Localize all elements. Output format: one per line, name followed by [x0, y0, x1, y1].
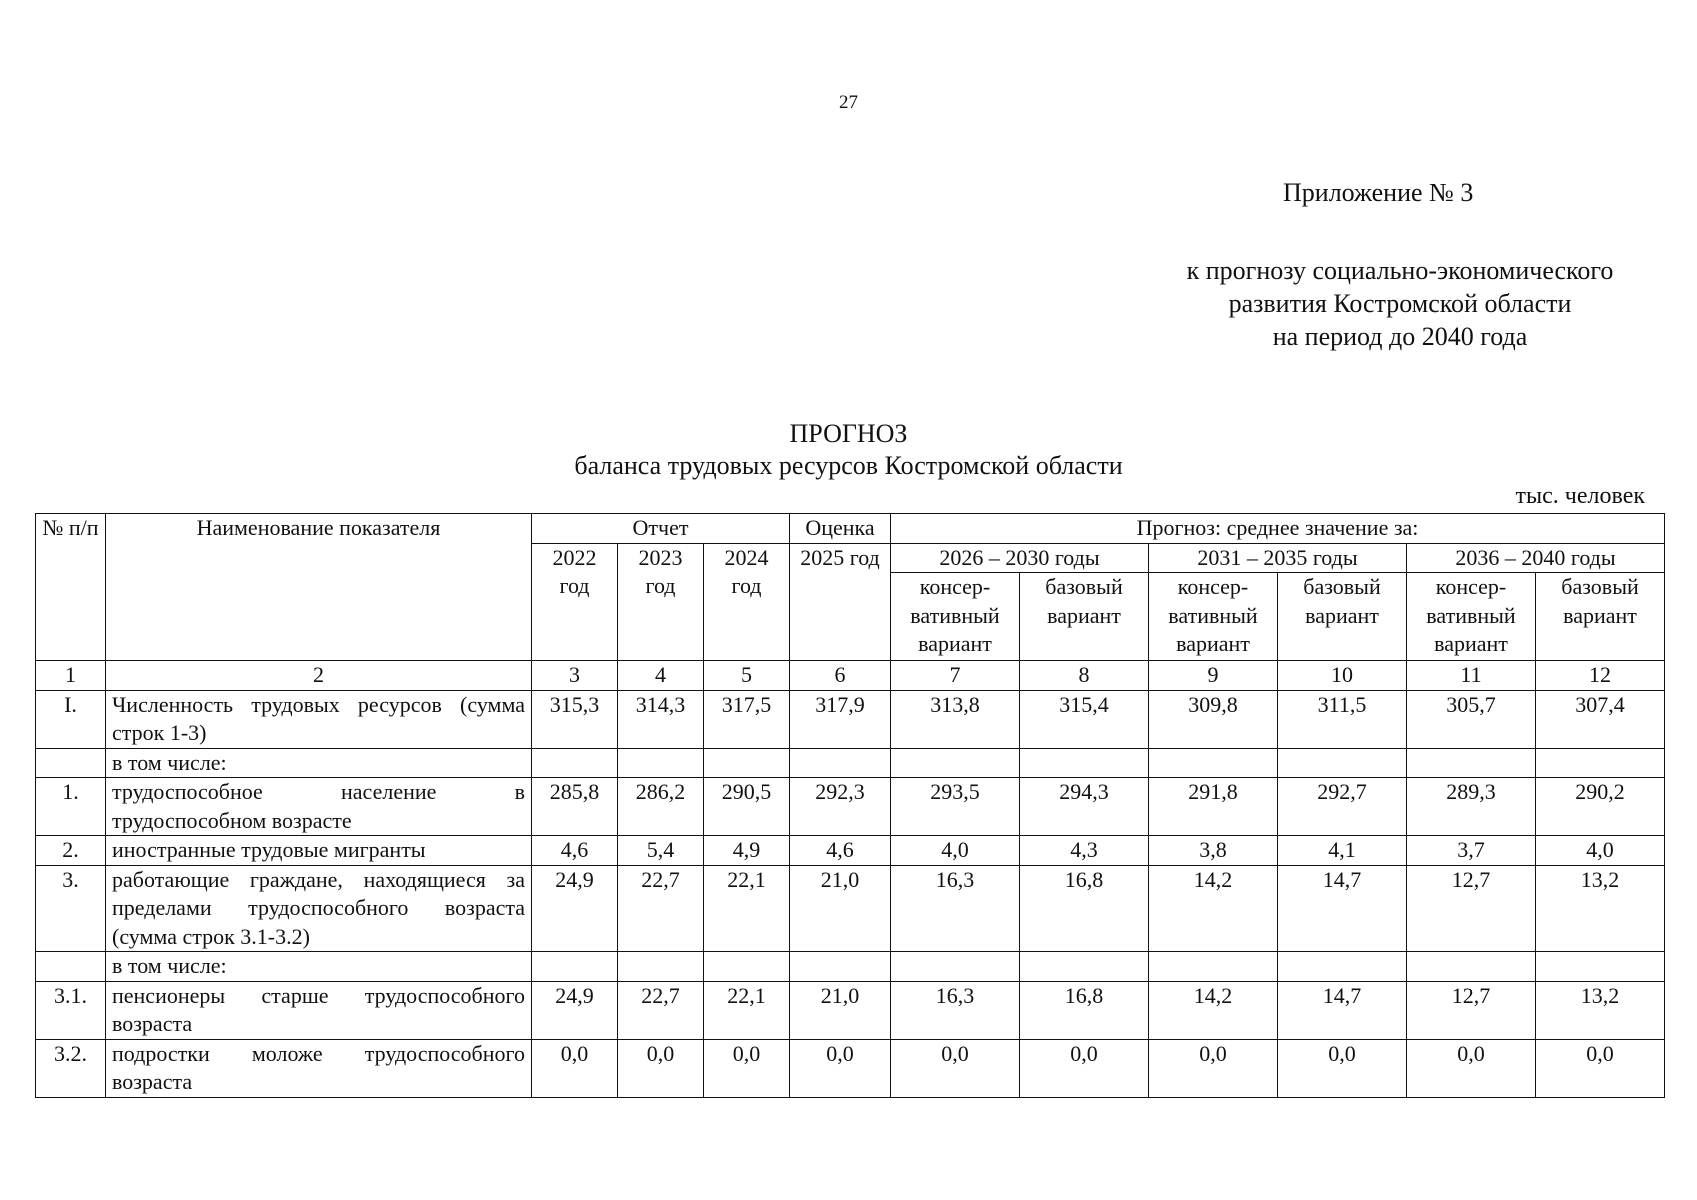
header-base-variant: базовый вариант	[1020, 573, 1149, 661]
table-row	[36, 952, 1665, 982]
value-cell: 313,8	[891, 690, 1020, 748]
row-indicator: работающие граждане, находящиеся за пределами трудоспособного возраста (сумма строк 3.1-3.2)	[106, 865, 532, 952]
value-cell: 0,0	[1149, 1039, 1278, 1097]
header-year-2025: 2025 год	[790, 543, 891, 661]
column-number: 6	[790, 661, 891, 691]
value-cell	[891, 748, 1020, 778]
appendix-line-2: развития Костромской области	[1228, 289, 1572, 318]
value-cell	[618, 748, 704, 778]
row-number: 1.	[36, 778, 106, 836]
value-cell: 16,3	[891, 981, 1020, 1039]
column-number: 7	[891, 661, 1020, 691]
document-title	[0, 418, 1697, 482]
value-cell: 4,1	[1278, 836, 1407, 866]
value-cell: 4,3	[1020, 836, 1149, 866]
table-row	[36, 778, 1665, 836]
value-cell: 290,5	[704, 778, 790, 836]
value-cell	[1278, 952, 1407, 982]
value-cell	[1020, 952, 1149, 982]
header-report: Отчет	[532, 514, 790, 544]
value-cell: 0,0	[618, 1039, 704, 1097]
value-cell: 14,2	[1149, 865, 1278, 952]
column-number: 8	[1020, 661, 1149, 691]
value-cell: 0,0	[1536, 1039, 1665, 1097]
value-cell: 307,4	[1536, 690, 1665, 748]
header-year-2024: 2024 год	[704, 543, 790, 661]
labor-balance-table	[35, 513, 1665, 1098]
value-cell: 21,0	[790, 865, 891, 952]
value-cell: 14,7	[1278, 865, 1407, 952]
row-indicator: в том числе:	[106, 748, 532, 778]
header-base-variant: базовый вариант	[1278, 573, 1407, 661]
value-cell: 22,7	[618, 865, 704, 952]
column-number: 3	[532, 661, 618, 691]
header-conservative-variant: консер-вативный вариант	[1407, 573, 1536, 661]
value-cell	[1407, 952, 1536, 982]
value-cell: 311,5	[1278, 690, 1407, 748]
row-indicator: пенсионеры старше трудоспособного возраста	[106, 981, 532, 1039]
header-period-2031-2035: 2031 – 2035 годы	[1149, 543, 1407, 573]
value-cell: 4,0	[1536, 836, 1665, 866]
appendix-reference	[1150, 254, 1650, 353]
header-year-2022: 2022 год	[532, 543, 618, 661]
value-cell: 290,2	[1536, 778, 1665, 836]
table-row	[36, 981, 1665, 1039]
column-number: 2	[106, 661, 532, 691]
value-cell: 317,9	[790, 690, 891, 748]
header-estimate: Оценка	[790, 514, 891, 544]
row-number	[36, 748, 106, 778]
value-cell: 293,5	[891, 778, 1020, 836]
row-indicator: иностранные трудовые мигранты	[106, 836, 532, 866]
value-cell: 0,0	[704, 1039, 790, 1097]
column-number: 12	[1536, 661, 1665, 691]
column-number: 5	[704, 661, 790, 691]
value-cell: 16,8	[1020, 981, 1149, 1039]
column-number: 9	[1149, 661, 1278, 691]
row-indicator: в том числе:	[106, 952, 532, 982]
row-number: 3.	[36, 865, 106, 952]
appendix-line-3: на период до 2040 года	[1272, 322, 1528, 351]
column-number: 4	[618, 661, 704, 691]
value-cell: 14,7	[1278, 981, 1407, 1039]
row-indicator: трудоспособное население в трудоспособном возрасте	[106, 778, 532, 836]
column-number: 10	[1278, 661, 1407, 691]
value-cell: 3,7	[1407, 836, 1536, 866]
page-number: 27	[839, 92, 858, 113]
header-period-2036-2040: 2036 – 2040 годы	[1407, 543, 1665, 573]
row-number: I.	[36, 690, 106, 748]
value-cell: 305,7	[1407, 690, 1536, 748]
value-cell: 4,9	[704, 836, 790, 866]
row-indicator: подростки моложе трудоспособного возраста	[106, 1039, 532, 1097]
header-indicator-name: Наименование показателя	[106, 514, 532, 661]
header-period-2026-2030: 2026 – 2030 годы	[891, 543, 1149, 573]
value-cell	[1149, 952, 1278, 982]
value-cell	[790, 748, 891, 778]
value-cell: 13,2	[1536, 865, 1665, 952]
value-cell: 285,8	[532, 778, 618, 836]
value-cell: 289,3	[1407, 778, 1536, 836]
value-cell	[704, 748, 790, 778]
value-cell	[1278, 748, 1407, 778]
value-cell: 292,7	[1278, 778, 1407, 836]
value-cell: 0,0	[1020, 1039, 1149, 1097]
header-year-2023: 2023 год	[618, 543, 704, 661]
value-cell: 0,0	[532, 1039, 618, 1097]
appendix-line-1: к прогнозу социально-экономического	[1186, 256, 1614, 285]
value-cell: 16,3	[891, 865, 1020, 952]
value-cell: 314,3	[618, 690, 704, 748]
value-cell	[532, 748, 618, 778]
value-cell: 21,0	[790, 981, 891, 1039]
value-cell: 0,0	[1278, 1039, 1407, 1097]
table-row	[36, 836, 1665, 866]
value-cell: 309,8	[1149, 690, 1278, 748]
value-cell: 286,2	[618, 778, 704, 836]
value-cell	[1536, 748, 1665, 778]
row-number: 3.1.	[36, 981, 106, 1039]
value-cell: 4,6	[532, 836, 618, 866]
appendix-number: Приложение № 3	[1283, 178, 1474, 207]
value-cell: 0,0	[1407, 1039, 1536, 1097]
value-cell: 291,8	[1149, 778, 1278, 836]
table-row	[36, 690, 1665, 748]
column-number: 1	[36, 661, 106, 691]
value-cell	[1149, 748, 1278, 778]
header-forecast: Прогноз: среднее значение за:	[891, 514, 1665, 544]
value-cell	[790, 952, 891, 982]
table-row	[36, 748, 1665, 778]
value-cell: 24,9	[532, 981, 618, 1039]
value-cell	[532, 952, 618, 982]
value-cell: 317,5	[704, 690, 790, 748]
column-number: 11	[1407, 661, 1536, 691]
value-cell: 22,1	[704, 865, 790, 952]
value-cell: 0,0	[891, 1039, 1020, 1097]
value-cell: 3,8	[1149, 836, 1278, 866]
value-cell: 5,4	[618, 836, 704, 866]
value-cell	[1536, 952, 1665, 982]
header-number: № п/п	[36, 514, 106, 661]
table-row	[36, 865, 1665, 952]
value-cell: 292,3	[790, 778, 891, 836]
header-base-variant: базовый вариант	[1536, 573, 1665, 661]
row-number: 2.	[36, 836, 106, 866]
title-line-1: ПРОГНОЗ	[789, 419, 908, 448]
value-cell: 12,7	[1407, 981, 1536, 1039]
table-row	[36, 1039, 1665, 1097]
row-indicator: Численность трудовых ресурсов (сумма строк 1-3)	[106, 690, 532, 748]
row-number: 3.2.	[36, 1039, 106, 1097]
value-cell	[704, 952, 790, 982]
value-cell: 13,2	[1536, 981, 1665, 1039]
value-cell	[1020, 748, 1149, 778]
value-cell	[1407, 748, 1536, 778]
value-cell: 315,3	[532, 690, 618, 748]
value-cell: 22,7	[618, 981, 704, 1039]
value-cell	[891, 952, 1020, 982]
header-conservative-variant: консер-вативный вариант	[1149, 573, 1278, 661]
value-cell: 0,0	[790, 1039, 891, 1097]
value-cell	[618, 952, 704, 982]
value-cell: 14,2	[1149, 981, 1278, 1039]
value-cell: 24,9	[532, 865, 618, 952]
value-cell: 4,6	[790, 836, 891, 866]
units-label: тыс. человек	[1515, 483, 1645, 509]
value-cell: 4,0	[891, 836, 1020, 866]
value-cell: 294,3	[1020, 778, 1149, 836]
value-cell: 315,4	[1020, 690, 1149, 748]
value-cell: 16,8	[1020, 865, 1149, 952]
value-cell: 12,7	[1407, 865, 1536, 952]
title-line-2: баланса трудовых ресурсов Костромской области	[574, 451, 1123, 480]
row-number	[36, 952, 106, 982]
header-conservative-variant: консер-вативный вариант	[891, 573, 1020, 661]
value-cell: 22,1	[704, 981, 790, 1039]
